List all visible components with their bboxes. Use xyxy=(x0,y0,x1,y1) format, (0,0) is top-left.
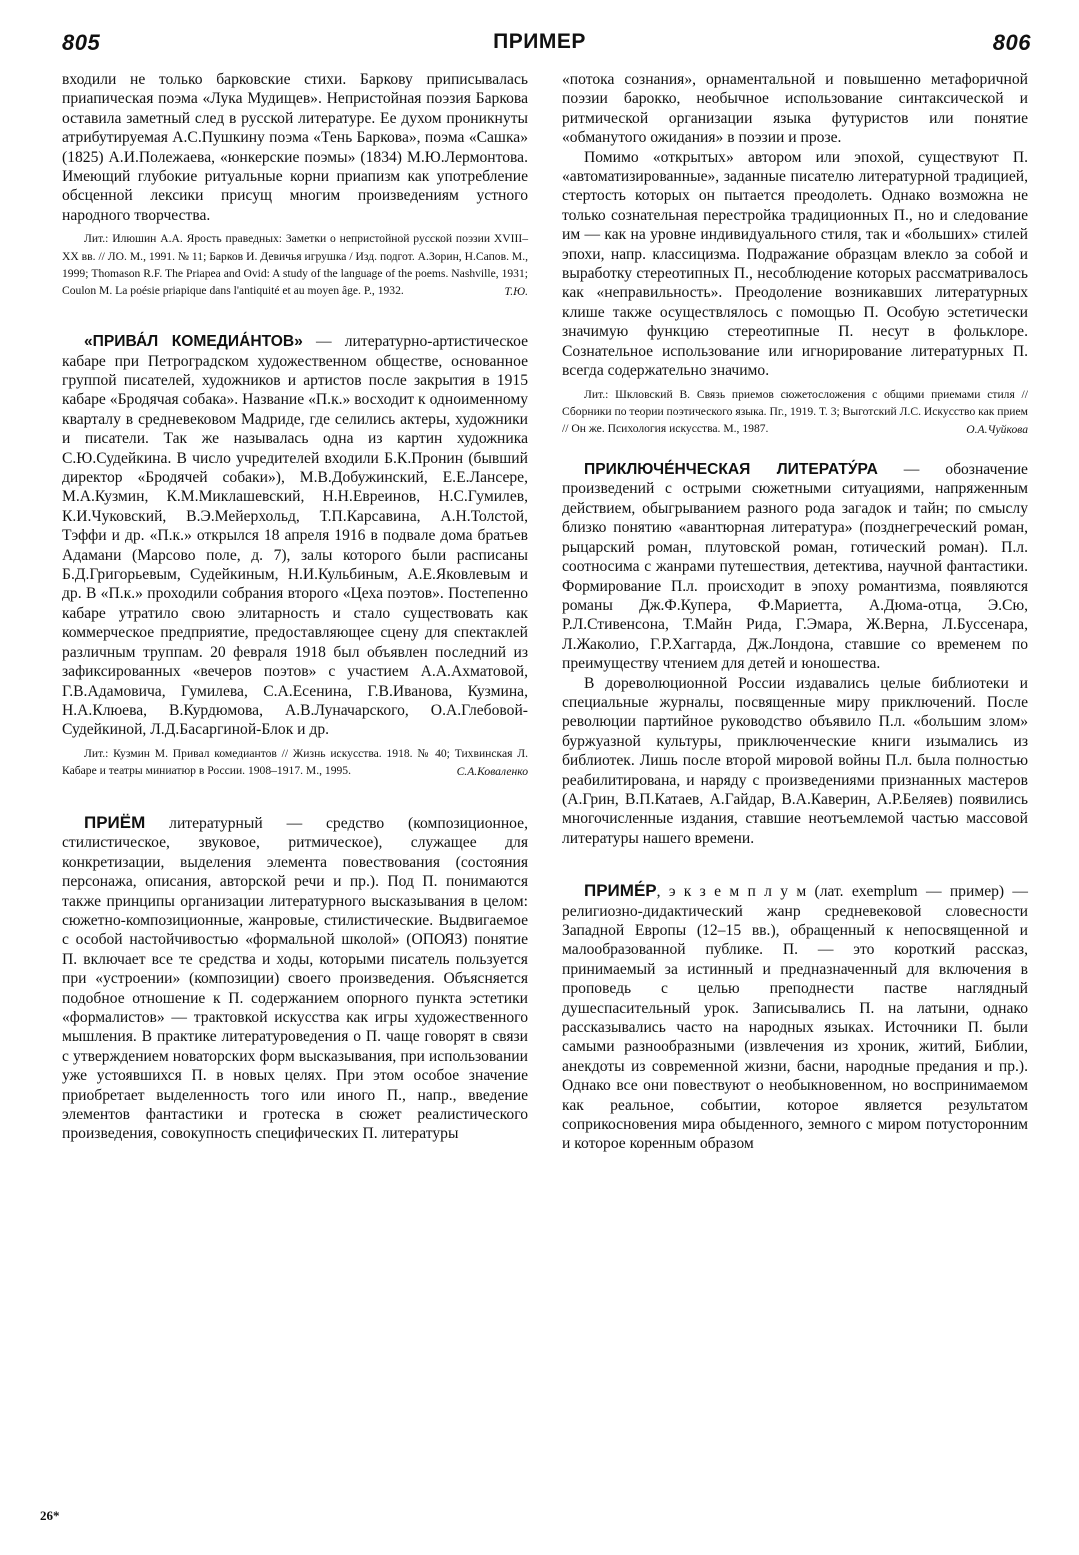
paragraph: «потока сознания», орнаментальной и повышенно метафоричной поэзии барокко, необычное использование синтаксической и ритмической организации языка футуристов или понятие «обманутого ожидания» в поэзии и прозе. xyxy=(562,71,1028,147)
entry-text: литературный — средство (композиционное, стилистическое, звуковое, ритмическое), служащее для конкретизации, выделения элемента повествования (состояния персонажа, описания, авторской речи и пр.). Под П. понимаются также принципы организации литературного высказывания в целом: сюжетно-композиционные, жанровые, стилистические. Выдвигаемое с особой настойчивостью «формальной школой» (ОПОЯЗ) понятие П. включает все те средства и ходы, которыми писатель пользуется при «устроении» (композиции) своего произведения. Объясняется подобное отношение к П. содержанием опорного пункта эстетики «формалистов» — трактовкой искусства как игры художественного мышления. В практике литературоведения о П. чаще говорят в связи с утверждением новаторских форм высказывания, при использовании уже устоявшихся П. в новых целях. При этом особое значение приобретает выделенность того или иного П., напр., введение элементов фантастики и гротеска в сюжет реалистического произведения, совокупность специфических П. литературы xyxy=(62,814,528,1143)
bibliography-text: Лит.: Кузмин М. Привал комедиантов // Жизнь искусства. 1918. № 40; Тихвинская Л. Кабаре и театры миниатюр в России. 1908–1917. М., 1995. xyxy=(62,746,528,778)
entry-headword: «ПРИВА́Л КОМЕДИА́НТОВ» xyxy=(84,333,303,351)
entry-headword: ПРИКЛЮЧЕ́НЧЕСКАЯ ЛИТЕРАТУ́РА xyxy=(584,461,878,479)
entry-author: Т.Ю. xyxy=(504,284,528,298)
entry-primer xyxy=(562,880,1028,1154)
printer-signature: 26* xyxy=(40,1508,60,1523)
bibliography xyxy=(562,386,1028,439)
entry-text: — литературно-артистическое кабаре при Петроградском художественном обществе, основанное группой писателей, художников и артистов после закрытия в 1915 кабаре «Бродячая собака». Название «П.к.» восходит к одноименному кварталу в средневековом Мадриде, где селились актеры, художники и писатели. Так же называлась одна из картин художника С.Ю.Судейкина. В число учредителей входили Б.К.Пронин (бывший директор «Бродячей собаки»), М.В.Добужинский, Е.Е.Лансере, М.А.Кузмин, К.М.Миклашевский, Н.Н.Евреинов, Н.С.Гумилев, К.И.Чуковский, В.Э.Мейерхольд, Т.П.Карсавина, А.Н.Толстой, Тэффи и др. «П.к.» открылся 18 апреля 1916 в подвале дома братьев Адамани (Марсово поле, д. 7), залы которого были расписаны Б.Д.Григорьевым, Судейкиным, Н.И.Кульбиным, А.Е.Яковлевым и др. В «П.к.» проходили собрания второго «Цеха поэтов». Постепенно кабаре утратило свою элитарность и стало существовать как коммерческое предприятие, предоставляющее сцену для спектаклей различным труппам. 20 февраля 1918 был объявлен последний из зафиксированных «вечеров поэтов» с участием А.А.Ахматовой, Г.В.Адамовича, Гумилева, С.А.Есенина, Г.В.Иванова, Кузмина, Н.А.Клюева, В.Курдюмова, А.В.Луначарского, О.А.Глебовой-Судейкиной, Л.Д.Басаргиной-Блок и др. xyxy=(62,333,529,739)
entry-priklyuchencheskaya-literatura xyxy=(562,460,1028,673)
paragraph: В дореволюционной России издавались целые библиотеки и специальные журналы, посвященные миру приключений. После революции партийное руководство объявило П.л. «большим злом» буржуазной культуры, приключенческие книги изымались из библиотек. Лишь после второй мировой войны П.л. была полностью реабилитирована, и наряду с произведениями признанных мастеров (А.Грин, В.П.Катаев, А.Гайдар, В.А.Каверин, А.Р.Беляев) появились многочисленные издания, ставшие неотъемлемой частью массовой литературы нашего времени. xyxy=(562,674,1028,847)
paragraph: Помимо «открытых» автором или эпохой, существуют П. «автоматизированные», заданные писателю литературной традицией, стертость которых он пытается преодолеть. Однако возможна не только сознательная перестройка традиционных П., но и следование им — как на уровне индивидуального стиля, так и «больших» стилей эпохи, напр. классицизма. Подражание образцам влекло за собой и выработку стереотипных П., несоблюдение которых рассматривалось как «неправильность». Преодоление возникавших литературных клише также осуществлялось с помощью П. Особую эстетически значимую функцию стереотипные П. несут в фольклоре. Сознательное использование или игнорирование литературных П. всегда содержательно значимо. xyxy=(562,148,1028,380)
entry-author: С.А.Коваленко xyxy=(456,764,528,778)
bibliography-text: Лит.: Шкловский В. Связь приемов сюжетосложения с общими приемами стиля // Сборники по теории поэтического языка. Пг., 1919. Т. 3; Выготский Л.С. Искусство как прием // Он же. Психология искусства. М., 1987. xyxy=(562,387,1028,436)
bibliography-text: Лит.: Илюшин А.А. Ярость праведных: Заметки о непристойной русской поэзии XVIII–XX вв. // ЛО. М., 1991. № 11; Барков И. Девичья игрушка / Изд. подгот. А.Зорин, Н.Сапов. М., 1999; Thomason R.F. The Priapea and Ovid: A study of the language of the poems. Nashville, 1931; Coulon M. La poésie priapique dans l'antiquité et au moyen âge. P., 1932. xyxy=(62,232,528,298)
entry-text: — обозначение произведений с острыми сюжетными ситуациями, напряженным действием, обыгрыванием разного рода загадок и тайн; по смыслу близко понятию «авантюрная литература» (позднегреческий роман, рыцарский роман, плутовской роман, готический роман). П.л. соотносима с жанрами путешествия, детектива, научной фантастики. Формирование П.л. происходит в эпоху романтизма, появляются романы Дж.Ф.Купера, Ф.Мариетта, А.Дюма-отца, Э.Сю, Р.Л.Стивенсона, Т.Майн Рида, Г.Эмара, Ж.Верна, Л.Буссенара, Л.Жаколио, Г.Р.Хаггарда, Дж.Лондона, ставшие со временем по преимуществу чтением для детей и юношества. xyxy=(562,461,1028,673)
spacer xyxy=(62,780,528,812)
page-number-left: 805 xyxy=(62,30,101,55)
entry-prival-komediantov xyxy=(62,332,528,740)
spacer xyxy=(562,438,1028,460)
entry-author: О.А.Чуйкова xyxy=(966,422,1028,436)
entry-text: , э к з е м п л у м (лат. exemplum — пример) — религиозно-дидактический жанр средневековой словесности Западной Европы (12–15 вв.), обращенный к непосвященной и малообразованной публике. П. — это короткий рассказ, принимаемый за истинный и предназначенный для включения в проповедь с целью преподнести пастве наглядный душеспасительный урок. Записывались П. на латыни, однако рассказывались часто на народных языках. Источники П. были самыми разнообразными (извлечения из хроник, житий, Библии, анекдоты из современной жизни, басни, народные предания и пр.). Однако все они повествуют о необыкновенном, но воспринимаемом как реальное, событии, которое является результатом соприкосновения мира обыденного, земного с миром потусторонним и которое коренным образом xyxy=(562,883,1028,1153)
spacer xyxy=(562,848,1028,880)
right-column xyxy=(562,70,1028,1154)
left-column xyxy=(62,70,528,1144)
spacer xyxy=(62,300,528,332)
page-number-right: 806 xyxy=(992,30,1031,55)
entry-headword: ПРИМЕ́Р xyxy=(584,881,657,901)
running-title: ПРИМЕР xyxy=(493,30,586,53)
entry-headword: ПРИЁМ xyxy=(84,812,146,832)
bibliography xyxy=(62,230,528,300)
paragraph: входили не только барковские стихи. Баркову приписывалась приапическая поэма «Лука Мудищев». Непристойная поэзия Баркова оставила заметный след в русской литературе. Ее духом проникнуты атрибутируемая А.С.Пушкину поэма «Тень Баркова», поэма «Сашка» (1825) А.И.Полежаева, «юнкерские поэмы» (1834) М.Ю.Лермонтова. Имеющий глубокие ритуальные корни приапизм как употребление обсценной лексики присущ многим произведениям устного народного творчества. xyxy=(62,71,528,224)
bibliography xyxy=(62,745,528,780)
entry-priem xyxy=(62,812,528,1144)
